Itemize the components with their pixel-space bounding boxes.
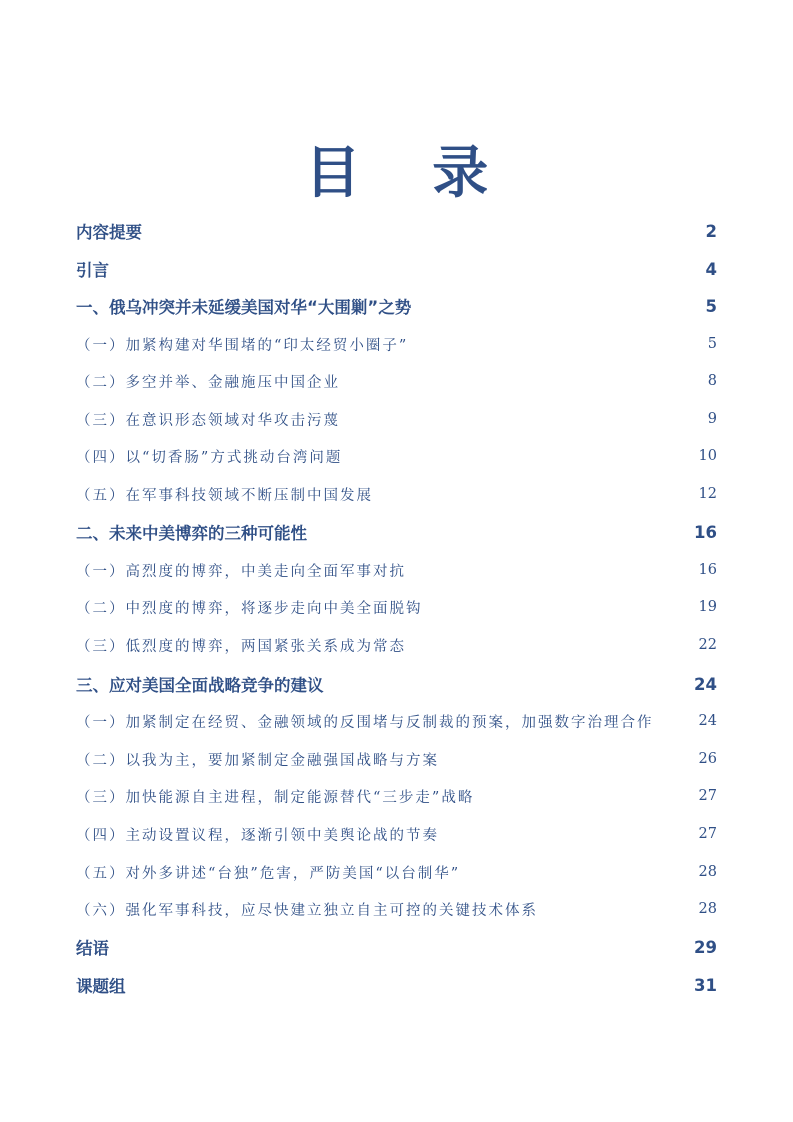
toc-subsection-entry[interactable] <box>76 821 717 847</box>
toc-section-entry[interactable] <box>76 256 717 282</box>
toc-entry-label: （一）高烈度的博弈，中美走向全面军事对抗 <box>76 563 406 580</box>
toc-subsection-entry[interactable] <box>76 896 717 922</box>
toc-entry-label: （二）中烈度的博弈，将逐步走向中美全面脱钩 <box>76 600 423 617</box>
toc-entry-label: （三）在意识形态领域对华攻击污蔑 <box>76 412 340 429</box>
toc-section-entry[interactable] <box>76 972 717 998</box>
toc-entry-page-number: 5 <box>705 296 717 316</box>
toc-entry-label: （五）在军事科技领域不断压制中国发展 <box>76 487 373 504</box>
toc-subsection-entry[interactable] <box>76 443 717 469</box>
toc-entry-page-number: 31 <box>694 975 717 995</box>
toc-entry-label: （四）主动设置议程，逐渐引领中美舆论战的节奏 <box>76 827 439 844</box>
toc-section-entry[interactable] <box>76 934 717 960</box>
toc-entry-label: （三）加快能源自主进程，制定能源替代“三步走”战略 <box>76 789 475 806</box>
toc-subsection-entry[interactable] <box>76 708 717 734</box>
toc-subsection-entry[interactable] <box>76 368 717 394</box>
toc-subsection-entry[interactable] <box>76 557 717 583</box>
toc-entry-page-number: 12 <box>698 486 717 502</box>
toc-entry-label: 一、俄乌冲突并未延缓美国对华“大围剿”之势 <box>76 298 412 317</box>
toc-entry-page-number: 16 <box>694 522 717 542</box>
toc-entry-label: （一）加紧构建对华围堵的“印太经贸小圈子” <box>76 337 409 354</box>
toc-subsection-entry[interactable] <box>76 746 717 772</box>
toc-entry-label: （二）以我为主，要加紧制定金融强国战略与方案 <box>76 752 439 769</box>
toc-entry-label: （六）强化军事科技，应尽快建立独立自主可控的关键技术体系 <box>76 902 538 919</box>
toc-subsection-entry[interactable] <box>76 859 717 885</box>
toc-subsection-entry[interactable] <box>76 331 717 357</box>
toc-entry-page-number: 19 <box>698 599 717 615</box>
toc-subsection-entry[interactable] <box>76 481 717 507</box>
toc-entry-label: 引言 <box>76 261 109 280</box>
toc-section-entry[interactable] <box>76 519 717 545</box>
toc-entry-page-number: 27 <box>698 826 717 842</box>
toc-entry-page-number: 26 <box>698 751 717 767</box>
toc-entry-page-number: 4 <box>705 259 717 279</box>
toc-entry-label: 二、未来中美博弈的三种可能性 <box>76 524 307 543</box>
toc-entry-page-number: 29 <box>694 937 717 957</box>
toc-entry-label: （五）对外多讲述“台独”危害，严防美国“以台制华” <box>76 865 461 882</box>
toc-entry-page-number: 16 <box>698 562 717 578</box>
toc-entry-label: （一）加紧制定在经贸、金融领域的反围堵与反制裁的预案，加强数字治理合作 <box>76 714 654 731</box>
toc-entry-page-number: 2 <box>705 221 717 241</box>
toc-entry-page-number: 10 <box>698 448 717 464</box>
toc-subsection-entry[interactable] <box>76 594 717 620</box>
toc-entry-label: （二）多空并举、金融施压中国企业 <box>76 374 340 391</box>
toc-section-entry[interactable] <box>76 218 717 244</box>
toc-entry-page-number: 8 <box>707 373 717 389</box>
toc-entry-label: （四）以“切香肠”方式挑动台湾问题 <box>76 449 343 466</box>
toc-entry-label: 结语 <box>76 939 109 958</box>
toc-entry-page-number: 24 <box>698 713 717 729</box>
toc-entry-page-number: 5 <box>707 336 717 352</box>
toc-section-entry[interactable] <box>76 671 717 697</box>
toc-entry-page-number: 22 <box>698 637 717 653</box>
toc-entry-page-number: 28 <box>698 901 717 917</box>
toc-entry-label: 课题组 <box>76 977 126 996</box>
toc-entry-page-number: 27 <box>698 788 717 804</box>
toc-entry-label: 三、应对美国全面战略竞争的建议 <box>76 676 324 695</box>
toc-subsection-entry[interactable] <box>76 783 717 809</box>
toc-entry-page-number: 24 <box>694 674 717 694</box>
toc-entry-page-number: 9 <box>707 411 717 427</box>
toc-entry-label: 内容提要 <box>76 223 142 242</box>
page-title: 目 录 <box>304 141 515 206</box>
toc-section-entry[interactable] <box>76 293 717 319</box>
toc-entry-label: （三）低烈度的博弈，两国紧张关系成为常态 <box>76 638 406 655</box>
toc-subsection-entry[interactable] <box>76 406 717 432</box>
toc-entry-page-number: 28 <box>698 864 717 880</box>
toc-subsection-entry[interactable] <box>76 632 717 658</box>
